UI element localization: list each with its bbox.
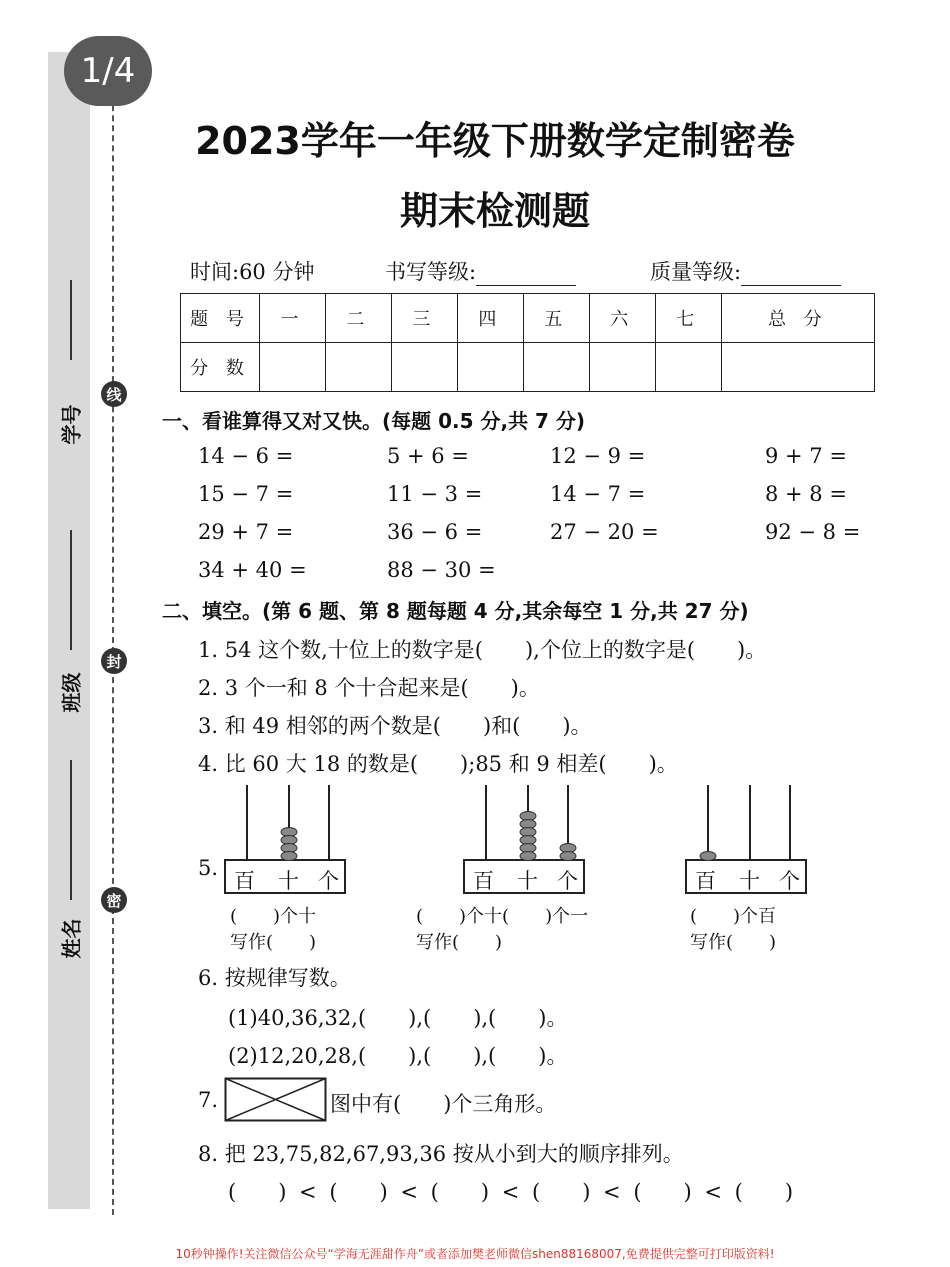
abacus3-write-blank: 写作( ) xyxy=(690,932,777,953)
writing-grade xyxy=(385,256,576,286)
score-cell[interactable] xyxy=(260,343,326,392)
score-table xyxy=(180,293,875,392)
col-total: 总 分 xyxy=(721,294,874,343)
abacus-label-tens: 十 xyxy=(517,869,538,893)
score-cell[interactable] xyxy=(523,343,589,392)
abacus1-write-blank: 写作( ) xyxy=(230,932,317,953)
writing-grade-blank[interactable] xyxy=(476,263,576,286)
calc-item: 92 − 8 = xyxy=(765,520,861,544)
question-6: 6. 按规律写数。 xyxy=(198,966,351,990)
question-8: 8. 把 23,75,82,67,93,36 按从小到大的顺序排列。 xyxy=(198,1142,684,1166)
score-cell[interactable] xyxy=(655,343,721,392)
question-4: 4. 比 60 大 18 的数是( );85 和 9 相差( )。 xyxy=(198,752,678,776)
quality-grade-blank[interactable] xyxy=(741,263,841,286)
question-5-number: 5. xyxy=(198,856,219,880)
page-indicator: 1/4 xyxy=(64,36,152,106)
calc-item: 15 − 7 = xyxy=(198,482,294,506)
calc-item: 36 − 6 = xyxy=(387,520,483,544)
quality-grade-label: 质量等级: xyxy=(650,260,742,284)
name-line xyxy=(70,760,72,900)
seal-marker: 封 xyxy=(101,648,127,674)
abacus2-blank: ( )个十( )个一 xyxy=(416,906,589,927)
score-cell[interactable] xyxy=(589,343,655,392)
abacus-label-ones: 个 xyxy=(779,869,800,893)
question-2: 2. 3 个一和 8 个十合起来是( )。 xyxy=(198,676,540,700)
question-6-part-1: (1)40,36,32,( ),( ),( )。 xyxy=(228,1006,568,1030)
score-table-header-row xyxy=(181,294,875,343)
calc-item: 34 + 40 = xyxy=(198,558,307,582)
class-line xyxy=(70,530,72,650)
promo-footer: 10秒钟操作!关注微信公众号“学海无涯甜作舟”或者添加樊老师微信shen88168007,免费提供完整可打印版资料! xyxy=(175,1247,775,1261)
abacus-1-beads xyxy=(281,828,297,861)
calc-item: 27 − 20 = xyxy=(550,520,659,544)
score-cell[interactable] xyxy=(457,343,523,392)
seal-line-marker: 线 xyxy=(101,381,127,407)
question-8-blanks: ( ) < ( ) < ( ) < ( ) < ( ) < ( ) xyxy=(228,1180,794,1204)
page-title: 2023学年一年级下册数学定制密卷 xyxy=(195,119,795,163)
class-label: 班级 xyxy=(59,672,84,713)
abacus-label-tens: 十 xyxy=(278,869,299,893)
question-7-number: 7. xyxy=(198,1088,219,1112)
student-id-line xyxy=(70,280,72,360)
abacus-label-hundreds: 百 xyxy=(234,869,255,893)
writing-grade-label: 书写等级: xyxy=(385,260,477,284)
triangle-figure xyxy=(224,1077,328,1123)
calc-item: 29 + 7 = xyxy=(198,520,294,544)
col-7: 七 xyxy=(655,294,721,343)
score-label: 分 数 xyxy=(181,343,260,392)
score-cell[interactable] xyxy=(391,343,457,392)
abacus-label-ones: 个 xyxy=(557,869,578,893)
abacus2-write-blank: 写作( ) xyxy=(416,932,503,953)
section2-title: 二、填空。(第 6 题、第 8 题每题 4 分,其余每空 1 分,共 27 分) xyxy=(162,599,749,623)
time-info: 时间:60 分钟 xyxy=(190,260,315,284)
calc-item: 5 + 6 = xyxy=(387,444,469,468)
abacus1-tens-blank: ( )个十 xyxy=(230,906,317,927)
page-subtitle: 期末检测题 xyxy=(399,189,590,233)
calc-item: 9 + 7 = xyxy=(765,444,847,468)
name-label: 姓名 xyxy=(59,918,84,959)
calc-item: 88 − 30 = xyxy=(387,558,496,582)
calc-item: 12 − 9 = xyxy=(550,444,646,468)
score-cell[interactable] xyxy=(325,343,391,392)
abacus-3-beads xyxy=(700,852,716,861)
row-label: 题 号 xyxy=(181,294,260,343)
calc-item: 14 − 6 = xyxy=(198,444,294,468)
col-1: 一 xyxy=(260,294,326,343)
question-6-part-2: (2)12,20,28,( ),( ),( )。 xyxy=(228,1044,568,1068)
col-6: 六 xyxy=(589,294,655,343)
abacus-label-ones: 个 xyxy=(318,869,339,893)
section1-title: 一、看谁算得又对又快。(每题 0.5 分,共 7 分) xyxy=(162,409,586,433)
score-cell[interactable] xyxy=(721,343,874,392)
score-table-score-row xyxy=(181,343,875,392)
col-3: 三 xyxy=(391,294,457,343)
calc-item: 14 − 7 = xyxy=(550,482,646,506)
secret-marker: 密 xyxy=(101,887,127,913)
abacus-label-hundreds: 百 xyxy=(695,869,716,893)
quality-grade xyxy=(650,256,841,286)
abacus-label-tens: 十 xyxy=(739,869,760,893)
calc-item: 11 − 3 = xyxy=(387,482,483,506)
col-2: 二 xyxy=(325,294,391,343)
question-7: 图中有( )个三角形。 xyxy=(330,1092,557,1116)
abacus-label-hundreds: 百 xyxy=(473,869,494,893)
col-4: 四 xyxy=(457,294,523,343)
calc-item: 8 + 8 = xyxy=(765,482,847,506)
abacus3-hundreds-blank: ( )个百 xyxy=(690,906,777,927)
student-id-label: 学号 xyxy=(59,404,84,445)
question-1: 1. 54 这个数,十位上的数字是( ),个位上的数字是( )。 xyxy=(198,638,767,662)
question-3: 3. 和 49 相邻的两个数是( )和( )。 xyxy=(198,714,592,738)
col-5: 五 xyxy=(523,294,589,343)
